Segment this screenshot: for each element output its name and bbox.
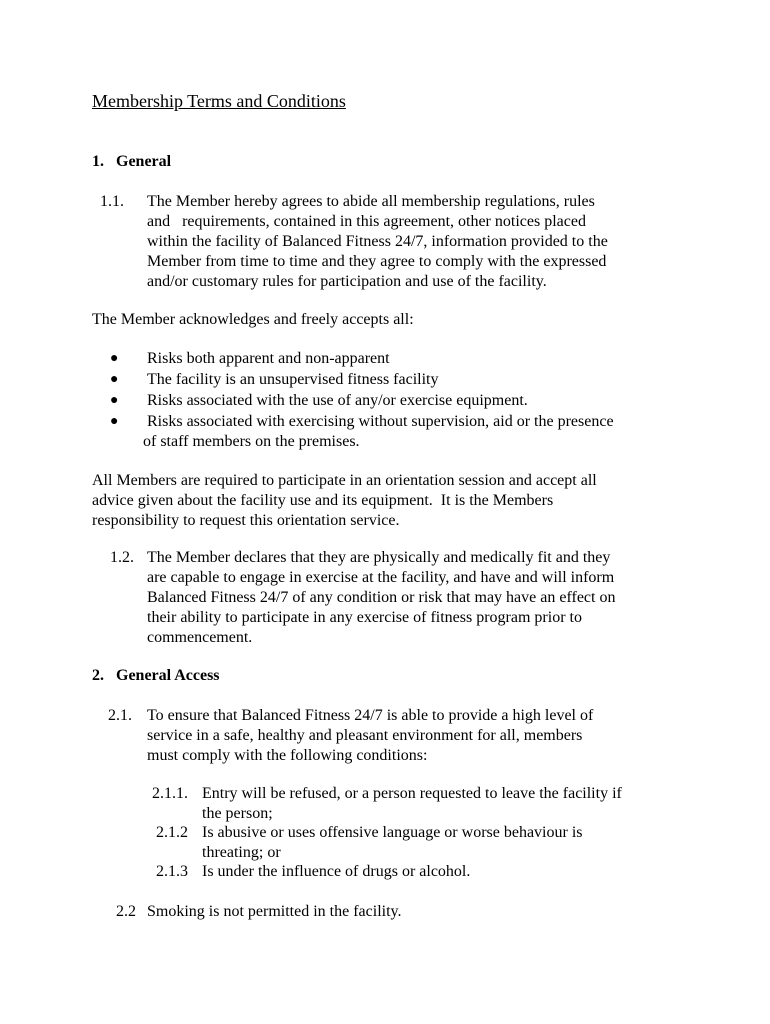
section-1-heading: General	[116, 153, 172, 170]
text-line: commencement.	[147, 629, 253, 646]
text-line: service in a safe, healthy and pleasant environment for all, members	[147, 727, 583, 744]
section-1-number: 1.	[92, 153, 104, 170]
bullet-item: Risks both apparent and non-apparent	[147, 350, 390, 367]
clause-2-1-text	[147, 706, 593, 766]
text-line: To ensure that Balanced Fitness 24/7 is able to provide a high level of	[147, 707, 594, 724]
bullet-icon: ●	[110, 414, 119, 429]
text-line: Balanced Fitness 24/7 of any condition or risk that may have an effect on	[147, 589, 616, 606]
text-line: advice given about the facility use and its equipment. It is the Members	[92, 492, 554, 509]
text-line: the person;	[202, 805, 273, 822]
bullet-item: Risks associated with exercising without supervision, aid or the presence	[147, 413, 614, 430]
text-line: Is abusive or uses offensive language or worse behaviour is	[202, 824, 583, 841]
text-line: The Member hereby agrees to abide all membership regulations, rules	[147, 193, 595, 210]
clause-1-2-number: 1.2.	[110, 549, 134, 566]
subclause-2-1-1-text	[202, 784, 622, 824]
clause-1-1-text	[147, 192, 608, 292]
clause-2-2-text: Smoking is not permitted in the facility.	[147, 903, 402, 920]
bullet-item: Risks associated with the use of any/or exercise equipment.	[147, 392, 528, 409]
clause-1-2-text	[147, 548, 615, 648]
text-line: must comply with the following conditions:	[147, 747, 428, 764]
bullet-icon: ●	[110, 372, 119, 387]
text-line: within the facility of Balanced Fitness 24/7, information provided to the	[147, 233, 608, 250]
text-line: and requirements, contained in this agreement, other notices placed	[147, 213, 586, 230]
section-2-number: 2.	[92, 667, 104, 684]
bullet-item-continuation: of staff members on the premises.	[143, 433, 360, 450]
text-line: Member from time to time and they agree to comply with the expressed	[147, 253, 607, 270]
clause-2-1-number: 2.1.	[108, 707, 132, 724]
clause-2-2-number: 2.2	[116, 903, 136, 920]
text-line: are capable to engage in exercise at the facility, and have and will inform	[147, 569, 615, 586]
document-title: Membership Terms and Conditions	[92, 91, 346, 111]
text-line: responsibility to request this orientation service.	[92, 512, 400, 529]
bullet-item: The facility is an unsupervised fitness facility	[147, 371, 439, 388]
text-line: their ability to participate in any exercise of fitness program prior to	[147, 609, 582, 626]
bullet-icon: ●	[110, 351, 119, 366]
text-line: Is under the influence of drugs or alcohol.	[202, 863, 471, 880]
text-line: The Member declares that they are physically and medically fit and they	[147, 549, 611, 566]
bullet-icon: ●	[110, 393, 119, 408]
subclause-2-1-1-number: 2.1.1.	[152, 785, 188, 802]
subclause-2-1-3-number: 2.1.3	[156, 863, 188, 880]
orientation-paragraph	[92, 471, 597, 531]
text-line: Entry will be refused, or a person requested to leave the facility if	[202, 785, 622, 802]
clause-1-1-number: 1.1.	[100, 193, 124, 210]
text-line: threating; or	[202, 844, 281, 861]
acknowledge-intro: The Member acknowledges and freely accepts all:	[92, 311, 414, 328]
section-2-heading: General Access	[116, 667, 220, 684]
text-line: All Members are required to participate in an orientation session and accept all	[92, 472, 597, 489]
subclause-2-1-2-text	[202, 823, 583, 863]
subclause-2-1-2-number: 2.1.2	[156, 824, 188, 841]
subclause-2-1-3-text	[202, 862, 470, 882]
text-line: and/or customary rules for participation and use of the facility.	[147, 273, 547, 290]
